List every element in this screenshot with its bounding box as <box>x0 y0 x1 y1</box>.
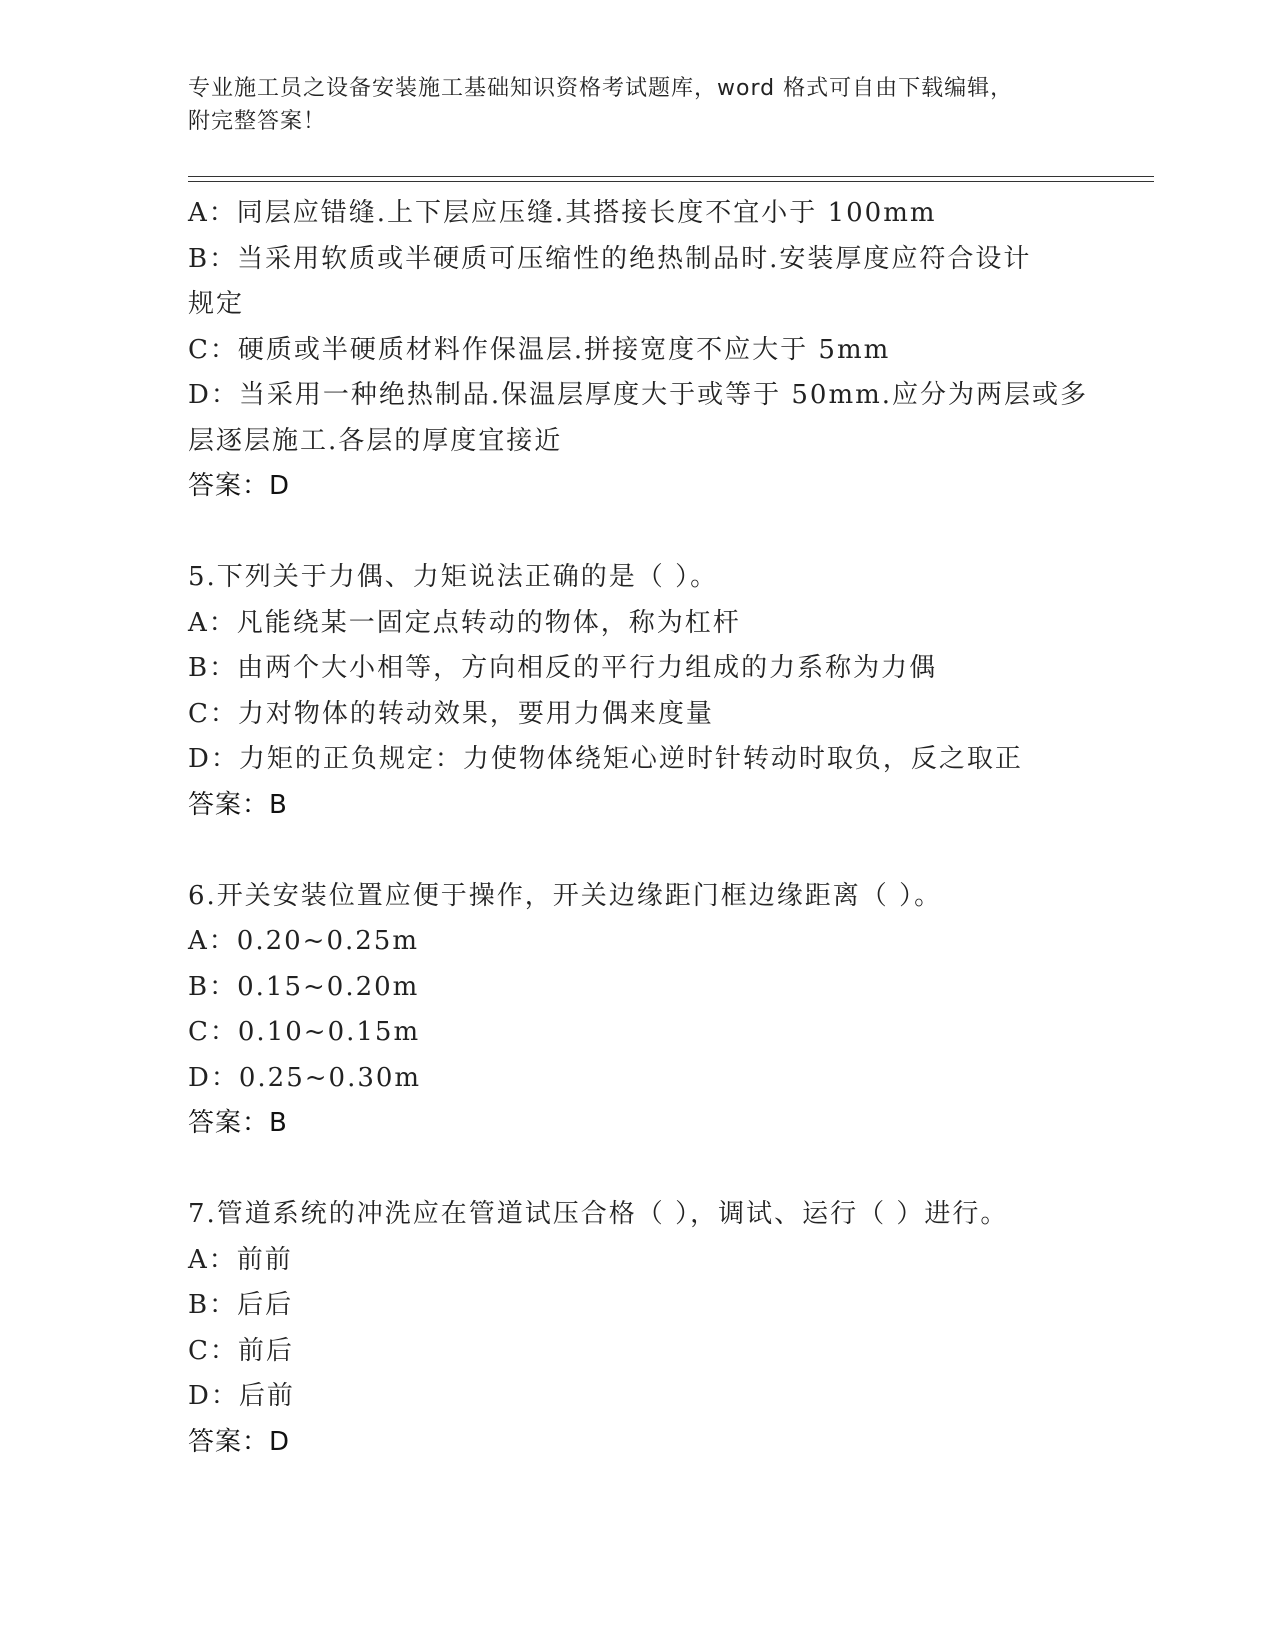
spacer <box>188 1147 1088 1193</box>
header-line-2: 附完整答案！ <box>188 109 327 134</box>
header-divider-top <box>188 176 1154 177</box>
q7-option-d: D：后前 <box>188 1381 295 1411</box>
q5-option-a: A：凡能绕某一固定点转动的物体，称为杠杆 <box>188 607 741 638</box>
q5-option-c: C：力对物体的转动效果，要用力偶来度量 <box>188 698 714 729</box>
q4-answer: 答案：D <box>188 471 291 501</box>
q5-option-b: B：由两个大小相等，方向相反的平行力组成的力系称为力偶 <box>188 653 938 683</box>
q4-option-a: A：同层应错缝.上下层应压缝.其搭接长度不宜小于 100mm <box>188 198 937 228</box>
q6-option-c: C：0.10~0.15m <box>188 1017 421 1047</box>
header-line-1: 专业施工员之设备安装施工基础知识资格考试题库，word 格式可自由下载编辑， <box>188 76 1014 101</box>
question-block-4 <box>188 191 1088 510</box>
question-block-7 <box>188 1192 1088 1465</box>
q5-option-d: D：力矩的正负规定：力使物体绕矩心逆时针转动时取负，反之取正 <box>188 744 1023 774</box>
spacer <box>188 510 1088 556</box>
question-block-5 <box>188 555 1088 828</box>
q6-answer: 答案：B <box>188 1108 288 1138</box>
q7-option-b: B：后后 <box>188 1290 294 1320</box>
q5-question: 5.下列关于力偶、力矩说法正确的是（ ）。 <box>188 562 719 592</box>
spacer <box>188 828 1088 874</box>
q4-option-c: C：硬质或半硬质材料作保温层.拼接宽度不应大于 5mm <box>188 334 891 365</box>
document-header <box>188 72 1068 138</box>
q6-option-b: B：0.15~0.20m <box>188 971 420 1002</box>
q7-option-a: A：前前 <box>188 1244 293 1275</box>
q4-option-d-line-2: 层逐层施工.各层的厚度宜接近 <box>188 425 563 456</box>
header-divider-bottom <box>188 181 1154 182</box>
q4-option-b-line-1: B：当采用软质或半硬质可压缩性的绝热制品时.安装厚度应符合设计 <box>188 243 1032 274</box>
q4-option-b-line-2: 规定 <box>188 289 245 319</box>
q7-option-c: C：前后 <box>188 1335 294 1366</box>
q7-question: 7.管道系统的冲洗应在管道试压合格（ ），调试、运行（ ）进行。 <box>188 1199 1009 1229</box>
q4-option-d-line-1: D：当采用一种绝热制品.保温层厚度大于或等于 50mm.应分为两层或多 <box>188 380 1089 410</box>
q7-answer: 答案：D <box>188 1426 291 1457</box>
q5-answer: 答案：B <box>188 789 288 820</box>
question-block-6 <box>188 874 1088 1147</box>
q6-question: 6.开关安装位置应便于操作，开关边缘距门框边缘距离（ ）。 <box>188 880 943 911</box>
q6-option-a: A：0.20~0.25m <box>188 926 419 956</box>
q6-option-d: D：0.25~0.30m <box>188 1062 422 1093</box>
question-list <box>188 191 1088 1465</box>
